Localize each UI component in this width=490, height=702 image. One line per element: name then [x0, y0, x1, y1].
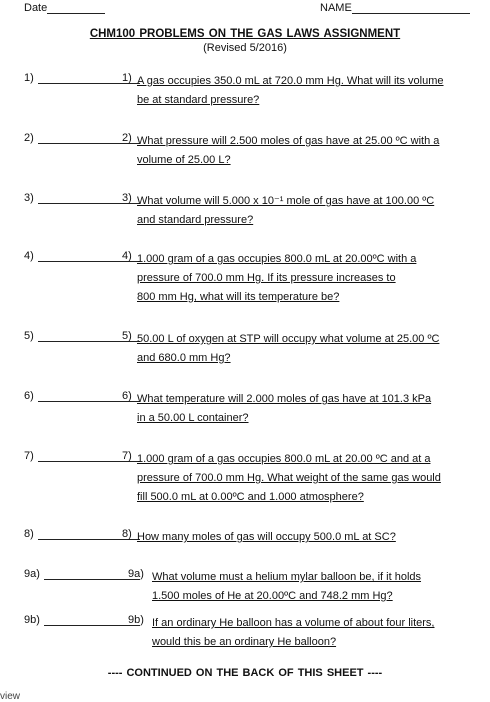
answer-label: 2): [24, 132, 34, 144]
question-number: 7): [122, 450, 132, 462]
date-field[interactable]: [24, 2, 105, 14]
question-line: What pressure will 2.500 moles of gas have at 25.00 ºC with a: [137, 135, 440, 147]
date-blank[interactable]: [47, 2, 105, 14]
question-line: would this be an ordinary He balloon?: [152, 636, 337, 648]
question-text: [137, 450, 467, 507]
question-text: [137, 132, 467, 170]
question-line: 1.000 gram of a gas occupies 800.0 mL at 20.00ºC with a: [137, 253, 417, 265]
question-line: What volume must a helium mylar balloon be, if it holds: [152, 571, 422, 583]
question-line: be at standard pressure?: [137, 94, 260, 106]
answer-blank[interactable]: [44, 579, 140, 580]
question-number: 5): [122, 330, 132, 342]
page-title: CHM100 PROBLEMS ON THE GAS LAWS ASSIGNMENT: [89, 28, 401, 40]
answer-label: 3): [24, 192, 34, 204]
question-line: 800 mm Hg, what will its temperature be?: [137, 291, 340, 303]
answer-label: 4): [24, 250, 34, 262]
question-number: 1): [122, 72, 132, 84]
question-number: 6): [122, 390, 132, 402]
question-text: [152, 568, 482, 606]
date-label: Date: [24, 2, 48, 14]
question-number: 8): [122, 528, 132, 540]
answer-label: 6): [24, 390, 34, 402]
question-line: pressure of 700.0 mm Hg. If its pressure increases to: [137, 272, 396, 284]
question-text: [137, 390, 467, 428]
question-number: 4): [122, 250, 132, 262]
question-line: What volume will 5.000 x 10⁻¹ mole of gas have at 100.00 ºC: [137, 195, 435, 207]
question-line: If an ordinary He balloon has a volume of about four liters,: [152, 617, 435, 629]
question-line: 1.500 moles of He at 20.00ºC and 748.2 mm Hg?: [152, 590, 393, 602]
page-subtitle: (Revised 5/2016): [203, 42, 287, 54]
question-text: [137, 250, 467, 307]
question-line: pressure of 700.0 mm Hg. What weight of the same gas would: [137, 472, 441, 484]
question-line: 50.00 L of oxygen at STP will occupy what volume at 25.00 ºC: [137, 333, 440, 345]
question-number: 2): [122, 132, 132, 144]
name-blank[interactable]: [352, 2, 470, 14]
question-text: [137, 72, 467, 110]
question-number: 9b): [128, 614, 144, 626]
answer-label: 7): [24, 450, 34, 462]
continued-footer: ---- CONTINUED ON THE BACK OF THIS SHEET ----: [107, 667, 383, 679]
name-field[interactable]: [320, 2, 470, 14]
question-text: [137, 528, 467, 547]
question-text: [137, 330, 467, 368]
question-line: and standard pressure?: [137, 214, 254, 226]
question-text: [152, 614, 482, 652]
header-row: [24, 2, 470, 16]
name-label: NAME: [320, 2, 352, 14]
question-line: fill 500.0 mL at 0.00ºC and 1.000 atmosphere?: [137, 491, 364, 503]
question-number: 3): [122, 192, 132, 204]
cut-off-text: view: [0, 691, 21, 702]
question-number: 9a): [128, 568, 144, 580]
answer-label: 9b): [24, 614, 40, 626]
question-line: What temperature will 2.000 moles of gas have at 101.3 kPa: [137, 393, 432, 405]
answer-label: 8): [24, 528, 34, 540]
answer-label: 1): [24, 72, 34, 84]
question-line: volume of 25.00 L?: [137, 154, 231, 166]
question-line: How many moles of gas will occupy 500.0 mL at SC?: [137, 531, 396, 543]
question-line: and 680.0 mm Hg?: [137, 352, 231, 364]
question-line: in a 50.00 L container?: [137, 412, 249, 424]
question-text: [137, 192, 467, 230]
question-line: A gas occupies 350.0 mL at 720.0 mm Hg. What will its volume: [137, 75, 444, 87]
answer-label: 9a): [24, 568, 40, 580]
question-line: 1.000 gram of a gas occupies 800.0 mL at 20.00 ºC and at a: [137, 453, 431, 465]
answer-label: 5): [24, 330, 34, 342]
answer-blank[interactable]: [44, 625, 140, 626]
